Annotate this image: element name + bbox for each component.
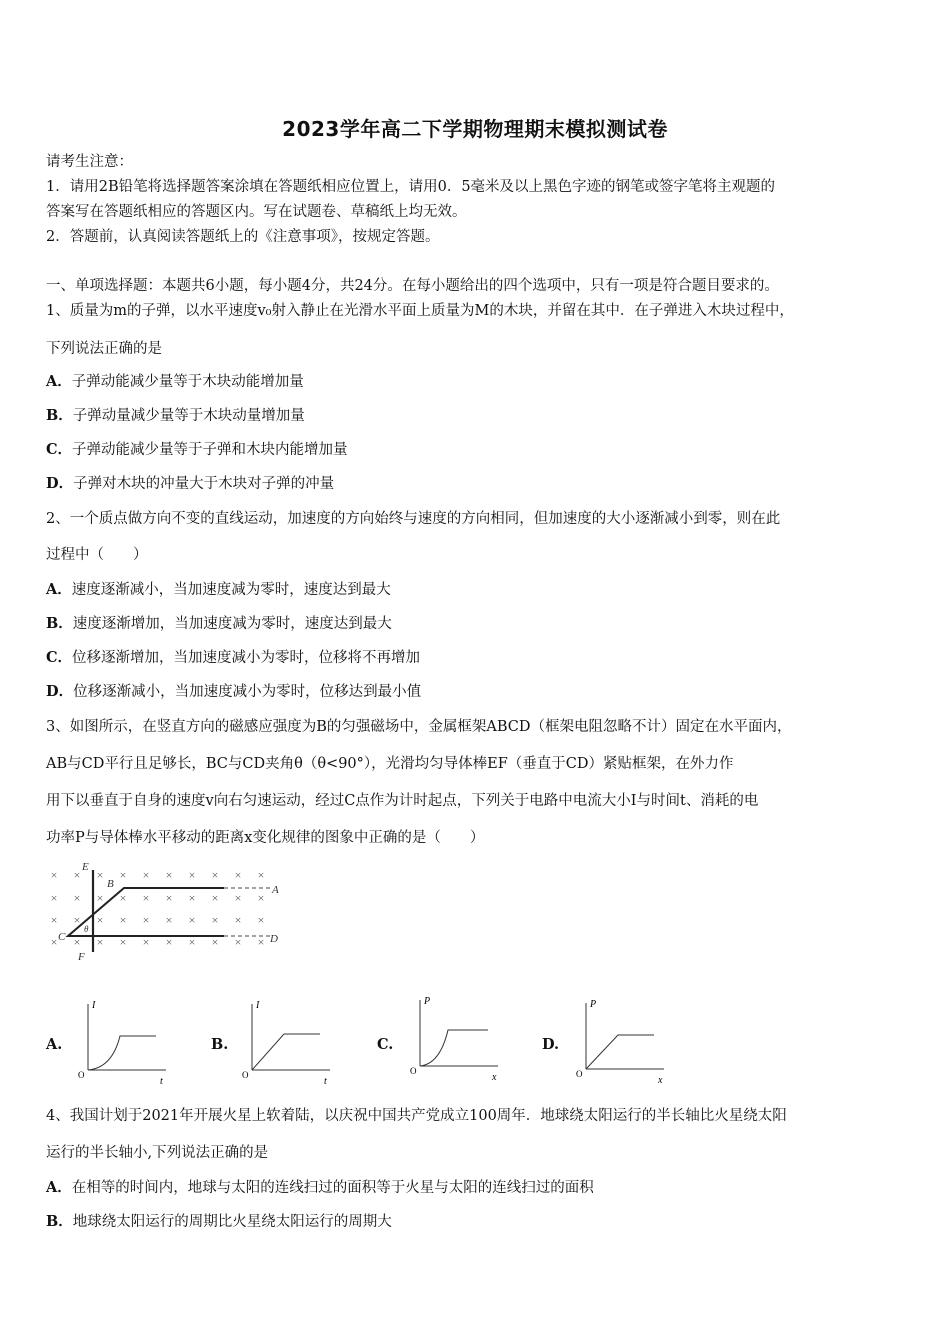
svg-text:×: ×	[165, 868, 173, 882]
origin-label: O	[78, 1070, 85, 1080]
q3-stem-line2: AB与CD平行且足够长，BC与CD夹角θ（θ<90°），光滑均匀导体棒EF（垂直于CD）紧贴框架，在外力作	[46, 756, 734, 772]
origin-label: O	[410, 1066, 417, 1076]
svg-text:×: ×	[257, 935, 265, 949]
option-label: C．	[46, 441, 73, 458]
curve	[586, 1035, 654, 1069]
svg-text:×: ×	[73, 913, 81, 927]
label-f: F	[78, 951, 85, 962]
svg-text:×: ×	[234, 868, 242, 882]
q3-graph-c-label: C.	[377, 1036, 394, 1053]
option-label: B．	[46, 407, 73, 424]
q3-graph-b-label: B.	[211, 1036, 229, 1053]
q3-graph-d	[570, 997, 670, 1089]
svg-text:×: ×	[234, 891, 242, 905]
svg-text:×: ×	[188, 868, 196, 882]
q3-graph-d-label: D.	[542, 1036, 560, 1053]
notice-item1-line2: 答案写在答题纸相应的答题区内。写在试题卷、草稿纸上均无效。	[46, 204, 467, 220]
option-label: A．	[46, 581, 72, 598]
option-text: 地球绕太阳运行的周期比火星绕太阳运行的周期大	[72, 1214, 392, 1230]
svg-text:×: ×	[188, 913, 196, 927]
svg-text:×: ×	[234, 935, 242, 949]
q1-option-c	[46, 440, 920, 460]
label-d: D	[270, 933, 278, 945]
svg-text:×: ×	[211, 868, 219, 882]
svg-text:×: ×	[50, 913, 58, 927]
option-label: C．	[46, 649, 73, 666]
q4-stem-line2: 运行的半长轴小,下列说法正确的是	[46, 1145, 269, 1161]
svg-text:×: ×	[188, 891, 196, 905]
q1-stem-line1: 1、质量为m的子弹，以水平速度v₀射入静止在光滑水平面上质量为M的木块，并留在其中．在子弹进入木块过程中，	[46, 303, 794, 319]
option-label: D．	[46, 475, 74, 492]
svg-text:×: ×	[119, 891, 127, 905]
option-text: 子弹动能减少量等于木块动能增加量	[71, 374, 304, 390]
option-text: 子弹动量减少量等于木块动量增加量	[72, 408, 305, 424]
q2-stem-line1: 2、一个质点做方向不变的直线运动，加速度的方向始终与速度的方向相同，但加速度的大小逐渐减小到零，则在此	[46, 511, 781, 527]
label-a: A	[272, 884, 279, 896]
x-axis-label: t	[160, 1076, 163, 1087]
y-axis-label: P	[590, 999, 597, 1010]
svg-text:×: ×	[96, 868, 104, 882]
option-label: D．	[46, 683, 74, 700]
q3-graph-c	[404, 994, 504, 1086]
q2-option-a	[46, 580, 920, 600]
svg-text:×: ×	[50, 935, 58, 949]
svg-text:×: ×	[165, 935, 173, 949]
q2-option-c	[46, 648, 920, 668]
svg-text:×: ×	[257, 868, 265, 882]
notice-item1-line1: 1．请用2B铅笔将选择题答案涂填在答题纸相应位置上，请用0．5毫米及以上黑色字迹的钢笔或签字笔将主观题的	[46, 179, 776, 195]
option-text: 速度逐渐减小，当加速度减为零时，速度达到最大	[71, 582, 391, 598]
q3-stem-line3: 用下以垂直于自身的速度v向右匀速运动，经过C点作为计时起点，下列关于电路中电流大小I与时间t、消耗的电	[46, 793, 759, 809]
q1-option-b	[46, 406, 920, 426]
svg-text:×: ×	[142, 868, 150, 882]
page-title: 2023学年高二下学期物理期末模拟测试卷	[282, 117, 668, 141]
frame-dashed-extension	[224, 888, 272, 936]
option-label: A．	[46, 373, 72, 390]
option-text: 在相等的时间内，地球与太阳的连线扫过的面积等于火星与太阳的连线扫过的面积	[71, 1180, 594, 1196]
svg-text:×: ×	[73, 935, 81, 949]
notice-item2: 2．答题前，认真阅读答题纸上的《注意事项》，按规定答题。	[46, 229, 440, 245]
svg-text:×: ×	[119, 868, 127, 882]
option-label: B．	[46, 1213, 73, 1230]
q1-stem-line2: 下列说法正确的是	[46, 341, 162, 357]
svg-text:×: ×	[188, 935, 196, 949]
q3-figure-frame	[44, 860, 284, 962]
option-label: A．	[46, 1179, 72, 1196]
svg-text:×: ×	[165, 913, 173, 927]
q3-stem-line1: 3、如图所示，在竖直方向的磁感应强度为B的匀强磁场中，金属框架ABCD（框架电阻忽略不计）固定在水平面内，	[46, 719, 792, 735]
svg-text:×: ×	[234, 913, 242, 927]
q2-option-d	[46, 682, 920, 702]
origin-label: O	[576, 1069, 583, 1079]
q4-option-b	[46, 1212, 920, 1232]
svg-text:×: ×	[211, 935, 219, 949]
y-axis-label: P	[424, 996, 431, 1007]
option-label: B．	[46, 615, 73, 632]
svg-text:×: ×	[257, 891, 265, 905]
svg-text:×: ×	[142, 913, 150, 927]
section1-heading: 一、单项选择题：本题共6小题，每小题4分，共24分。在每小题给出的四个选项中，只有一项是符合题目要求的。	[46, 278, 779, 294]
origin-label: O	[242, 1070, 249, 1080]
q3-graph-a	[72, 998, 172, 1090]
q4-stem-line1: 4、我国计划于2021年开展火星上软着陆，以庆祝中国共产党成立100周年．地球绕太阳运行的半长轴比火星绕太阳	[46, 1108, 787, 1124]
curve	[252, 1034, 320, 1070]
x-axis-label: x	[492, 1072, 497, 1083]
svg-text:×: ×	[119, 935, 127, 949]
y-axis-label: I	[256, 1000, 260, 1011]
svg-text:×: ×	[50, 891, 58, 905]
svg-text:×: ×	[50, 868, 58, 882]
x-axis-label: t	[324, 1076, 327, 1087]
svg-text:×: ×	[142, 891, 150, 905]
curve	[88, 1036, 156, 1070]
curve	[420, 1030, 488, 1066]
option-text: 子弹动能减少量等于子弹和木块内能增加量	[72, 442, 348, 458]
svg-text:×: ×	[165, 891, 173, 905]
x-axis-label: x	[658, 1075, 663, 1086]
q3-stem-line4: 功率P与导体棒水平移动的距离x变化规律的图象中正确的是（ ）	[46, 830, 485, 846]
option-text: 子弹对木块的冲量大于木块对子弹的冲量	[73, 476, 335, 492]
svg-text:×: ×	[211, 891, 219, 905]
label-b: B	[107, 878, 114, 890]
option-text: 位移逐渐减小，当加速度减小为零时，位移达到最小值	[73, 684, 422, 700]
q3-graph-b	[236, 998, 336, 1090]
svg-text:×: ×	[96, 891, 104, 905]
label-e: E	[82, 861, 89, 873]
q3-graph-a-label: A.	[46, 1036, 63, 1053]
label-c: C	[58, 931, 66, 943]
svg-text:×: ×	[142, 935, 150, 949]
svg-text:×: ×	[73, 891, 81, 905]
q1-option-a	[46, 372, 920, 392]
svg-text:×: ×	[96, 935, 104, 949]
svg-text:×: ×	[73, 868, 81, 882]
notice-heading: 请考生注意：	[46, 154, 133, 170]
q2-stem-line2: 过程中（ ）	[46, 547, 148, 563]
option-text: 速度逐渐增加，当加速度减为零时，速度达到最大	[72, 616, 392, 632]
q4-option-a	[46, 1178, 920, 1198]
q1-option-d	[46, 474, 920, 494]
y-axis-label: I	[92, 1000, 96, 1011]
q2-option-b	[46, 614, 920, 634]
label-theta: θ	[84, 924, 89, 934]
option-text: 位移逐渐增加，当加速度减小为零时，位移将不再增加	[72, 650, 421, 666]
svg-text:×: ×	[257, 913, 265, 927]
svg-text:×: ×	[211, 913, 219, 927]
svg-text:×: ×	[119, 913, 127, 927]
svg-text:×: ×	[96, 913, 104, 927]
